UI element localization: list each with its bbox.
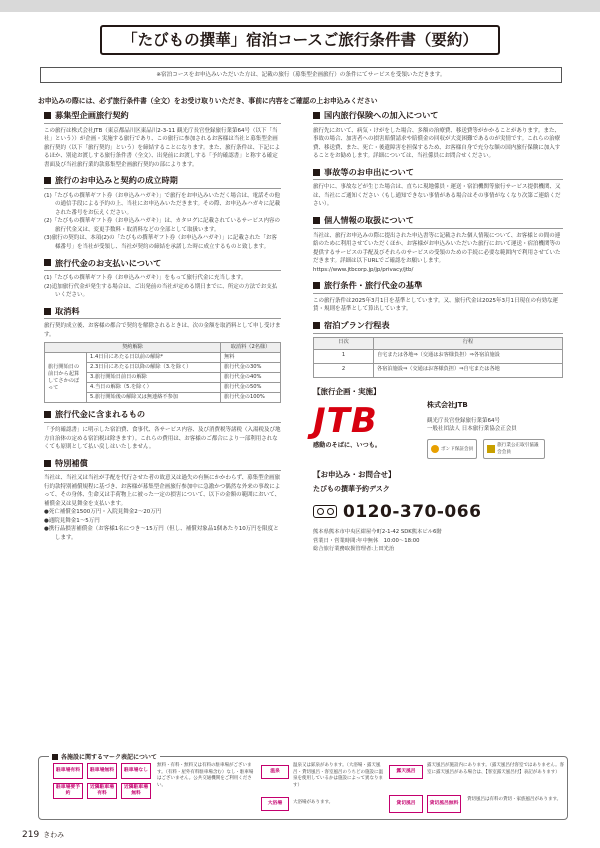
list-item: (2)「たびもの撰華ギフト券（お申込みハガキ）」は、カタログに記載されているサービス内容の旅行代金又は、変更手数料・取消料などの全部として取扱います。 (44, 218, 281, 233)
page-title: 「たびもの撰華」宿泊コースご旅行条件書（要約） (100, 25, 500, 55)
section-accident (313, 167, 563, 209)
square-bullet-icon (313, 322, 320, 329)
square-bullet-icon (44, 308, 51, 315)
section-body: 「予約確認書」に明示した宿泊費、食事代、各サービス内容、及び消費税等諸税（入湯税及び地方自治体の定める宿泊税は除きます）。これらの費用は、お客様のご都合により一部利用されなくても原則として払い戻しはいたしません。 (44, 427, 281, 451)
top-band (0, 0, 600, 12)
square-bullet-icon (44, 177, 51, 184)
jtb-logo: JTB (313, 401, 378, 442)
table-header: 契約解除 (45, 343, 221, 353)
legend-bath-text: 大浴場があります。 (293, 800, 334, 805)
square-bullet-icon (44, 460, 51, 467)
mark-paid-parking: 駐車場有料 (53, 763, 83, 779)
section-payment (44, 258, 281, 300)
notice-box: ※宿泊コースをお申込みいただいた方は、記載の旅行（募集型企画旅行）の条件にてサービスを受領いただきます。 (40, 67, 562, 83)
company-line: 一般社団法人 日本旅行業協会正会員 (427, 426, 517, 433)
mark-onsen: 温泉 (261, 765, 289, 779)
table-cell: 2 (314, 363, 374, 377)
square-bullet-icon (313, 112, 320, 119)
table-row (314, 363, 563, 377)
fair-trade-badge: 旅行業公正取引協議会会員 (483, 439, 545, 459)
list-item: (2)追加旅行代金が発生する場合は、ご出発前の当社が定める期日までに、所定の方法でお支払いください。 (44, 283, 278, 299)
mark-reserve-parking: 駐車場要予約 (53, 783, 83, 799)
section-body: 旅行先において、病気・けがをした場合、多額の治療費、移送費等がかかることがあります。また、事故の場合、加害者への損害賠償請求や賠償金の回収が大変困難であるのが実情です。これらの治療費、移送費、また、死亡・後遺障害を担保するため、お客様自身で充分な額の国内旅行保険に加入することをお勧めします。詳細については、当社係員にお問合せください。 (313, 127, 561, 160)
section-heading: 個人情報の取扱について (324, 214, 414, 225)
table-cell: 各宿泊施設⇒（交通はお客様負担）⇒自宅または各地 (374, 363, 563, 377)
left-column (44, 110, 281, 548)
fair-trade-seal-icon (487, 445, 495, 453)
free-dial-icon (313, 505, 337, 518)
list-item: ●死亡補償金1500万円・入院見舞金2〜20万円 (44, 509, 162, 516)
section-body: 旅行契約成立後、お客様の都合で契約を解除されるときは、次の金額を取消料として申し受けます。 (44, 323, 281, 338)
contact-heading: 【お申込み・お問合せ】 (313, 470, 396, 480)
table-cell: 旅行代金の40% (221, 373, 281, 383)
phone-number[interactable]: 0120-370-066 (343, 501, 482, 522)
section-heading: 募集型企画旅行契約 (55, 110, 129, 120)
legend-open-air-text: 露天風呂が施設内にあります。（露天風呂付客室ではありません。客室に露天風呂がある場合は、【客室露天風呂付】表記があります） (427, 763, 565, 775)
footer-label: きわみ (43, 831, 65, 839)
table-cell: 5.旅行開始後の解除又は無連絡不参加 (87, 393, 221, 403)
section-compensation (44, 458, 281, 543)
organizer-block (313, 400, 563, 459)
privacy-url-link[interactable]: https://www.jtbcorp.jp/jp/privacy/jtb/ (313, 266, 414, 273)
list-item: ●携行品損害補償金（お客様1名につき〜15万円（但し、補償対象品1個あたり10万円を限度とします。 (44, 526, 279, 541)
table-cell: 旅行代金の50% (221, 383, 281, 393)
section-heading: 旅行条件・旅行代金の基準 (324, 280, 423, 291)
section-heading: 事故等のお申出について (324, 166, 414, 177)
mark-private-bath-free: 貸切風呂無料 (427, 795, 461, 813)
square-bullet-icon (44, 411, 51, 418)
mark-free-parking: 駐車場無料 (87, 763, 117, 779)
section-privacy (313, 215, 563, 274)
table-cell: 2.3日目にあたる日以降の解除（3.を除く） (87, 363, 221, 373)
section-heading: 旅行代金に含まれるもの (55, 409, 146, 420)
table-header: 行程 (374, 337, 563, 349)
right-column (313, 110, 563, 553)
table-header: 取消料（2名様） (221, 343, 281, 353)
section-heading: 取消料 (55, 305, 80, 316)
contact-line: 熊本県熊本市中央区紺屋今町2-1-42 SDK熊本ビル6階 (313, 529, 442, 536)
section-body: 旅行中に、事故などが生じた場合は、直ちに現地係員・運送・宿泊機関等旅行サービス提供機関、又は、当社にご通知ください（もし通知できない事情がある場合はその事情がなくなり次第ご連絡ください）。 (313, 184, 561, 208)
intro-text: お申込みの際には、必ず旅行条件書（全文）をお受け取りいただき、事前に内容をご確認の上お申込みください (38, 97, 378, 105)
mark-no-parking: 駐車場なし (121, 763, 151, 779)
legend-onsen-text: 温泉又は鉱泉があります。（大浴場・露天風呂・貸切風呂・客室風呂のうちどの施設に温泉を使用しているかは施設によって異なります） (293, 763, 383, 788)
legend-box (38, 756, 568, 820)
section-heading: 宿泊プラン行程表 (324, 319, 390, 330)
section-insurance (313, 110, 563, 161)
organizer-heading: 【旅行企画・実施】 (313, 386, 381, 396)
mark-private-bath: 貸切風呂 (389, 795, 423, 813)
mark-large-bath: 大浴場 (261, 797, 289, 811)
section-included (44, 409, 281, 451)
table-cell: 1.4日目にあたる日以前の解除* (87, 353, 221, 363)
section-cancellation (44, 306, 281, 404)
section-heading: 旅行のお申込みと契約の成立時期 (55, 175, 178, 186)
square-bullet-icon (52, 754, 58, 760)
section-application (44, 175, 281, 251)
table-cell: 4.当日の解除（5.を除く） (87, 383, 221, 393)
mark-nearby-free-parking: 近隣駐車場無料 (121, 783, 151, 799)
list-item: (1)「たびもの撰華ギフト券（お申込みハガキ）」で旅行をお申込みいただく場合は、電話その他の通信手段による予約の上、当社にお申込みいただきます。その際、お申込みハガキに記載された番号をお伝えください。 (44, 192, 281, 216)
section-contract (44, 110, 281, 169)
contact-line: 総合旅行業務取扱管理者:上田光治 (313, 545, 395, 552)
table-cell: 旅行開始日の前日から起算してさかのぼって (45, 353, 87, 403)
table-cell: 旅行代金の100% (221, 393, 281, 403)
company-name: 株式会社JTB (427, 401, 468, 410)
list-item: (1)「たびもの撰華ギフト券（お申込みハガキ）」をもって旅行代金に充当します。 (44, 275, 247, 282)
square-bullet-icon (313, 217, 320, 224)
mark-nearby-paid-parking: 近隣駐車場有料 (87, 783, 117, 799)
list-item: (3)旅行の契約は、本項(2)の「たびもの撰華ギフト券（お申込みハガキ）」に記載された「お客様番号」を当社が受領し、当社が契約の締結を承諾した時に成立するものと致します。 (44, 235, 277, 250)
section-body: この旅行は株式会社JTB（東京都品川区東品川2-3-11 観光庁長官登録旅行業第64号（以下「当社」という））が企画・実施する旅行であり、この旅行に参加されるお客様は当社と募集型企画旅行契約（以下「旅行契約」という）を締結することになります。また、旅行条件は、下記によるほか、別途お渡しする旅行条件書（全文）、出発前にお渡しする「予約確認書」と称する確定書面及び当社旅行業約款募集型企画旅行契約の部によります。 (44, 127, 281, 168)
itinerary-table (313, 337, 563, 378)
square-bullet-icon (313, 282, 320, 289)
bond-seal-icon (431, 445, 439, 453)
section-heading: 特別補償 (55, 457, 88, 468)
legend-parking-text: 無料・有料・無料又は有料の駐車場がございます。（有料・屋外有料駐車場含む）なし・駐車場はございません。公共交通機関をご利用ください。 (157, 763, 254, 788)
section-itinerary (313, 320, 563, 378)
table-row (45, 353, 281, 363)
section-body: この旅行条件は2025年3月1日を基準としています。又、旅行代金は2025年3月1日現在の有効な運賃・規則を基準として算出しています。 (313, 297, 559, 313)
bond-badge: ボンド保証会員 (427, 439, 477, 459)
square-bullet-icon (44, 259, 51, 266)
section-heading: 旅行代金のお支払いについて (55, 257, 162, 268)
section-basis (313, 280, 563, 314)
section-body: 当社は、当社又は当社が手配を代行させた者の故意又は過失の有無にかかわらず、募集型企画旅行約款特別補償規程に基づき、お客様が募集型企画旅行参加中に急激かつ偶然な外来の事故によって、その身体、生命又は手荷物上に被った一定の損害について、以下の金額の範囲において、補償金又は見舞金を支払います。 (44, 475, 281, 507)
table-cell: 自宅または各地⇒（交通はお客様負担）⇒各宿泊施設 (374, 349, 563, 363)
cancellation-table (44, 342, 281, 403)
section-body: 当社は、旅行お申込みの際に提出された申込書等に記載された個人情報について、お客様との間の連絡のために利用させていただくほか、お客様がお申込みいただいた旅行において運送・宿泊機関等の提供するサービスの手配及びそれらのサービスの受領のための手続に必要な範囲内で利用させていただきます。詳細は以下URLでご確認をお願いします。 (313, 232, 561, 265)
table-row (314, 349, 563, 363)
square-bullet-icon (44, 112, 51, 119)
table-header: 日次 (314, 337, 374, 349)
table-cell: 旅行代金の30% (221, 363, 281, 373)
square-bullet-icon (313, 169, 320, 176)
tagline: 感動のそばに、いつも。 (313, 442, 382, 450)
company-line: 観光庁長官登録旅行業第64号 (427, 417, 500, 424)
table-cell: 無料 (221, 353, 281, 363)
page-number: 219 (22, 830, 40, 840)
table-cell: 3.旅行開始日前日の解除 (87, 373, 221, 383)
legend-title: 各施設に関するマーク表記について (61, 754, 157, 761)
list-item: ●通院見舞金1〜5万円 (44, 517, 100, 524)
desk-name: たびもの撰華予約デスク (313, 484, 390, 493)
table-cell: 1 (314, 349, 374, 363)
section-heading: 国内旅行保険への加入について (324, 110, 439, 120)
legend-private-text: 貸切風呂は有料の貸切・家族風呂があります。 (467, 797, 562, 802)
contact-line: 営業日・営業時間:年中無休 10:00〜18:00 (313, 537, 420, 544)
page-footer (22, 830, 64, 840)
mark-open-air-bath: 露天風呂 (389, 765, 423, 779)
